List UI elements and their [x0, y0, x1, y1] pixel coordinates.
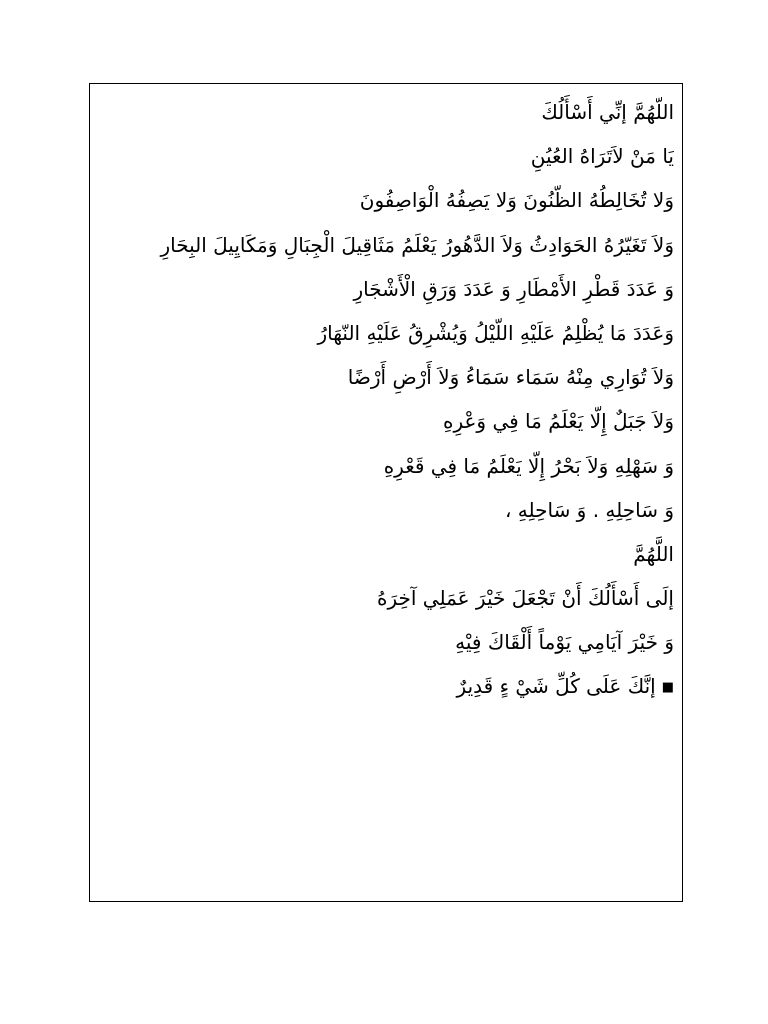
- text-line: وَلاَ تَغَيّرُهُ الحَوَادِثُ وَلاَ الدَّهُورُ يَعْلَمُ مَثَاقِيلَ الْجِبَالِ وَمَكَايِيلَ البِحَارِ: [160, 232, 674, 257]
- document-page-frame: [89, 83, 683, 902]
- text-line: اللَّهُمَّ: [633, 541, 674, 566]
- text-line: اللّهُمَّ إنِّي أَسْأَلُكَ: [541, 100, 674, 124]
- text-line: وَ سَاحِلِهِ . وَ سَاحِلِهِ ،: [504, 497, 674, 522]
- text-line: وَ خَيْرَ آيَامِي يَوْماً أَلْقَاكَ فِيْهِ: [455, 630, 674, 655]
- square-bullet-icon: ■: [661, 679, 674, 695]
- text-line: وَ عَدَدَ قَطْرِ الأَمْطَارِ وَ عَدَدَ وَرَقِ الْأَشْجَارِ: [353, 276, 674, 301]
- prayer-text: [94, 90, 674, 709]
- last-text-line: [94, 664, 674, 708]
- text-line: وَ سَهْلِهِ وَلاَ بَحْرُ إِلّا يَعْلَمُ مَا فِي قَعْرِهِ: [383, 453, 674, 478]
- text-line: وَلاَ جَبَلٌ إِلّا يَعْلَمُ مَا فِي وَعْرِهِ: [442, 409, 674, 434]
- text-line: إلَى أَسْأَلُكَ أَنْ تَجْعَلَ خَيْرَ عَمَلِي آخِرَهُ: [377, 586, 674, 611]
- text-line: وَعَدَدَ مَا يُظْلِمُ عَلَيْهِ اللّيْلُ وَيُشْرِقُ عَلَيْهِ النّهَارُ: [317, 320, 674, 345]
- text-line: إنَّكَ عَلَى كُلِّ شَيْ ءٍ قَدِيرٌ: [456, 674, 656, 699]
- text-line: وَلا تُخَالِطُهُ الظّنُونَ وَلا يَصِفُهُ الْوَاصِفُونَ: [359, 188, 674, 213]
- text-line: وَلاَ تُوَارِي مِنْهُ سَمَاء سَمَاءُ وَلاَ أَرْضِ أَرْضًا: [347, 365, 674, 390]
- text-line: يَا مَنْ لاَتَرَاهُ العُيُنِ: [530, 144, 674, 169]
